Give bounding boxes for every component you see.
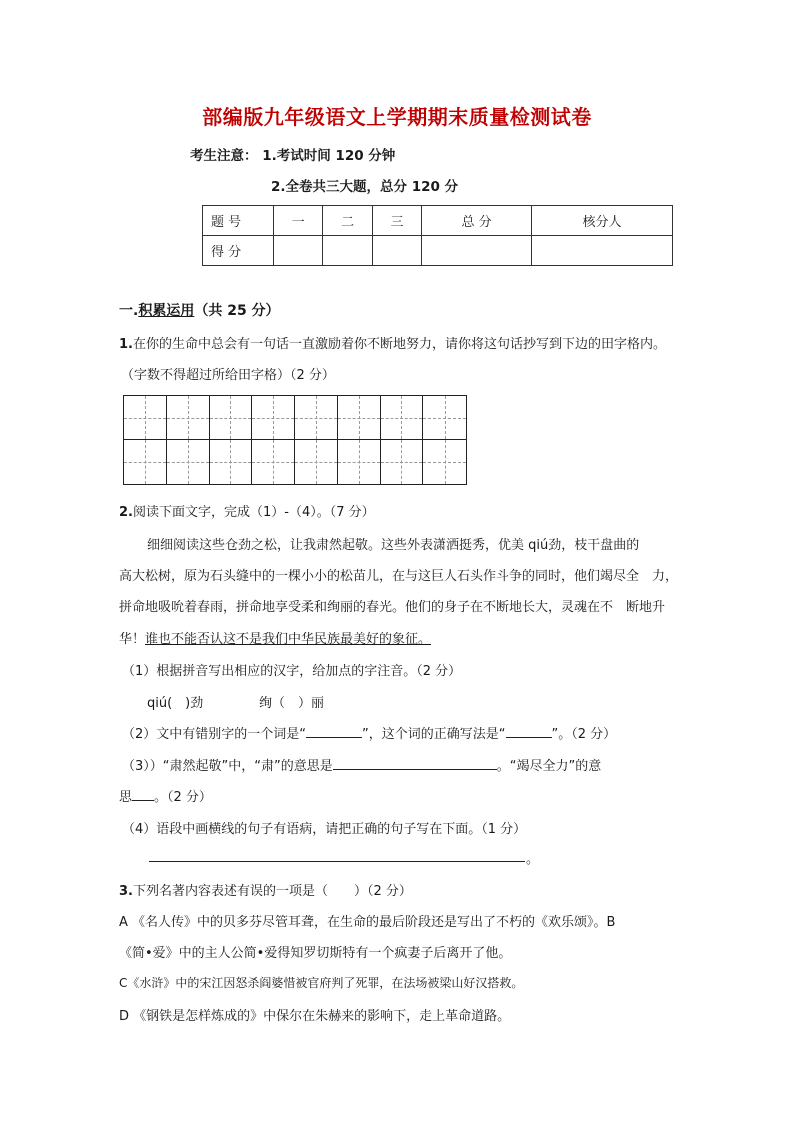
q1-line-1 [119, 333, 666, 352]
score-row-label: 得 分 [203, 236, 274, 266]
page-title: 部编版九年级语文上学期期末质量检测试卷 [202, 105, 592, 129]
q3-option-d: D 《钢铁是怎样炼成的》中保尔在朱赫来的影响下，走上革命道路。 [119, 1009, 511, 1024]
tianzige-cell[interactable] [124, 396, 167, 440]
score-cell[interactable] [372, 236, 421, 266]
q3-text: 下列名著内容表述有误的一项是（ ）（2 分） [132, 884, 412, 899]
section-points: （共 25 分） [194, 303, 280, 319]
section-1-title [119, 300, 280, 320]
q2-sub-4: （4）语段中画横线的句子有语病，请把正确的句子写在下面。（1 分） [122, 822, 527, 837]
score-header-cell: 三 [372, 206, 421, 236]
guide-line-vertical [401, 440, 402, 484]
tianzige-cell[interactable] [423, 396, 466, 440]
underlined-sentence: 谁也不能否认这不是我们中华民族最美好的象征。 [145, 632, 432, 647]
tianzige-cell[interactable] [338, 440, 381, 484]
tianzige-cell[interactable] [210, 396, 253, 440]
tianzige-cell[interactable] [295, 396, 338, 440]
notice-time: 1.考试时间 120 分钟 [262, 148, 396, 164]
q2-sub-3-text: 思 [119, 790, 133, 805]
guide-line-vertical [273, 440, 274, 484]
section-number: 一. [119, 303, 139, 319]
guide-line-vertical [188, 396, 189, 439]
q2-sub-3-text: 。（2 分） [154, 790, 212, 805]
q1-line-2: （字数不得超过所给田字格）（2 分） [121, 368, 335, 383]
score-header-cell: 核分人 [531, 206, 672, 236]
answer-blank[interactable] [506, 723, 552, 738]
answer-blank[interactable] [333, 755, 497, 770]
q3-option-c: C《水浒》中的宋江因怒杀阎婆惜被官府判了死罪，在法场被梁山好汉搭救。 [119, 976, 524, 990]
score-table-score-row [203, 236, 673, 266]
guide-line-vertical [188, 440, 189, 484]
q2-passage-line-1: 细细阅读这些仓劲之松，让我肃然起敬。这些外表潇洒挺秀，优美 qiú劲，枝干盘曲的 [147, 538, 640, 553]
tianzige-cell[interactable] [167, 440, 210, 484]
score-cell[interactable] [323, 236, 372, 266]
tianzige-cell[interactable] [381, 440, 424, 484]
q2-text: 阅读下面文字，完成（1）-（4）。（7 分） [132, 505, 375, 520]
q2-passage-line-4 [119, 628, 431, 647]
q2-sub-1: （1）根据拼音写出相应的汉字，给加点的字注音。（2 分） [122, 664, 462, 679]
guide-line-vertical [230, 396, 231, 439]
tianzige-cell[interactable] [252, 396, 295, 440]
q3-option-a: A 《名人传》中的贝多芬尽管耳聋，在生命的最后阶段还是写出了不朽的《欢乐颂》。B [119, 915, 616, 930]
score-header-cell: 一 [274, 206, 323, 236]
q2-sub-1-item-b: 绚（ ）丽 [259, 696, 325, 711]
q1-number: 1. [119, 337, 133, 352]
guide-line-vertical [359, 440, 360, 484]
score-cell[interactable] [531, 236, 672, 266]
q2-line-1 [119, 501, 375, 520]
guide-line-vertical [359, 396, 360, 439]
q3-number: 3. [119, 884, 133, 899]
answer-line[interactable] [149, 861, 525, 862]
tianzige-cell[interactable] [124, 440, 167, 484]
tianzige-cell[interactable] [381, 396, 424, 440]
q2-sub-3-text: 。“竭尽全力”的意 [496, 759, 602, 774]
score-table-header-row [203, 206, 673, 236]
q2-sub-3-text: （3））“肃然起敬”中，“肃”的意思是 [122, 759, 333, 774]
q1-text: 在你的生命中总会有一句话一直激励着你不断地努力，请你将这句话抄写到下边的田字格内。 [132, 337, 666, 352]
tianzige-grid[interactable] [123, 395, 467, 485]
notice-line-1 [190, 144, 395, 164]
guide-line-vertical [316, 440, 317, 484]
q2-sub-2-text: ”，这个词的正确写法是“ [362, 727, 506, 742]
notice-label: 考生注意： [190, 148, 258, 164]
q2-sub-1-item-a: qiú( )劲 [147, 696, 204, 711]
guide-line-vertical [145, 440, 146, 484]
q3-stem [119, 880, 412, 899]
tianzige-cell[interactable] [167, 396, 210, 440]
tianzige-cell[interactable] [252, 440, 295, 484]
answer-blank[interactable] [132, 786, 154, 801]
score-header-cell: 总 分 [422, 206, 532, 236]
q2-passage-line-2: 高大松树，原为石头缝中的一棵小小的松苗儿，在与这巨人石头作斗争的同时，他们竭尽全 力， [119, 569, 679, 584]
score-table [202, 205, 673, 266]
q2-sub-3-cont [119, 786, 212, 805]
q3-option-b: 《简•爱》中的主人公简•爱得知罗切斯特有一个疯妻子后离开了他。 [119, 946, 512, 961]
score-header-cell: 题 号 [203, 206, 274, 236]
guide-line-vertical [445, 396, 446, 439]
tianzige-cell[interactable] [423, 440, 466, 484]
notice-line-2: 2.全卷共三大题，总分 120 分 [271, 179, 459, 195]
guide-line-vertical [401, 396, 402, 439]
q2-passage-line-3: 拼命地吸吮着春雨，拼命地享受柔和绚丽的春光。他们的身子在不断地长大，灵魂在不 断地升 [119, 600, 666, 615]
guide-line-vertical [145, 396, 146, 439]
answer-line-end: 。 [526, 852, 540, 867]
tianzige-cell[interactable] [295, 440, 338, 484]
guide-line-vertical [445, 440, 446, 484]
score-header-cell: 二 [323, 206, 372, 236]
score-cell[interactable] [274, 236, 323, 266]
tianzige-cell[interactable] [210, 440, 253, 484]
guide-line-vertical [273, 396, 274, 439]
q2-sub-2 [122, 723, 616, 742]
q2-sub-3 [122, 755, 601, 774]
q2-sub-2-text: （2）文中有错别字的一个词是“ [122, 727, 307, 742]
section-name: 积累运用 [138, 303, 195, 319]
passage-text: 华！ [119, 632, 146, 647]
q2-sub-2-text: ”。（2 分） [551, 727, 617, 742]
answer-blank[interactable] [306, 723, 362, 738]
tianzige-cell[interactable] [338, 396, 381, 440]
guide-line-vertical [230, 440, 231, 484]
guide-line-vertical [316, 396, 317, 439]
q2-number: 2. [119, 505, 133, 520]
score-cell[interactable] [422, 236, 532, 266]
